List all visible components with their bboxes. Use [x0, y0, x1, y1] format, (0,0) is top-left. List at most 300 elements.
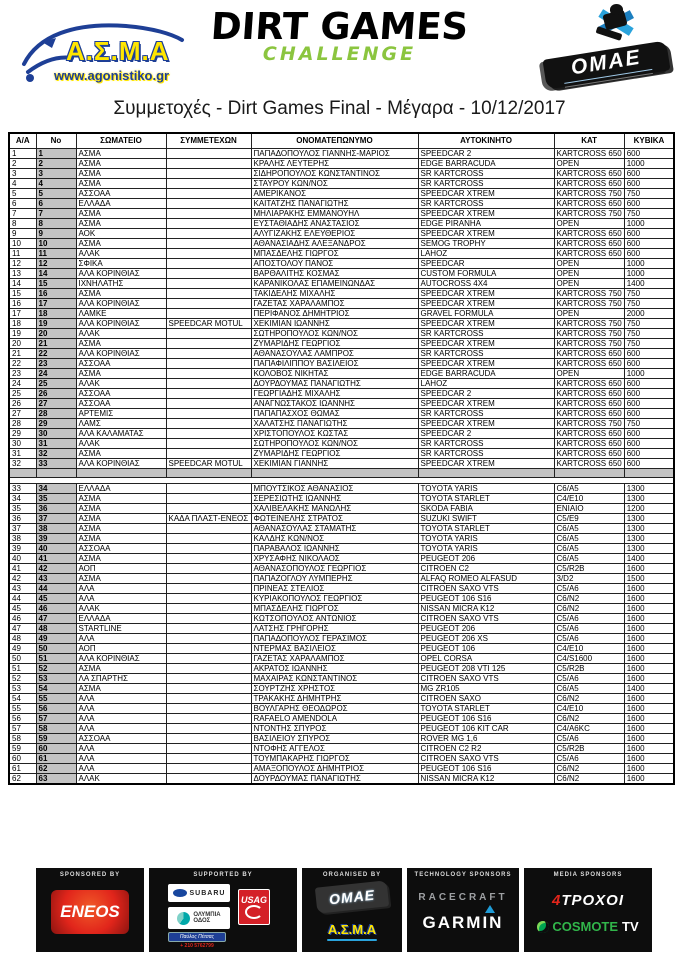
cell: 1000: [624, 259, 674, 269]
cell: SPEEDCAR: [418, 259, 554, 269]
cell: ΑΛΑ: [76, 584, 166, 594]
cell: ΑΣΣΟΑΑ: [76, 389, 166, 399]
garmin-triangle-icon: [485, 905, 495, 913]
cell: SR KARTCROSS: [418, 449, 554, 459]
cell: [166, 604, 251, 614]
cell: PEUGEOT 206 XS: [418, 634, 554, 644]
cell: ΑΛΑ ΚΑΛΑΜΑΤΑΣ: [76, 429, 166, 439]
cell: [166, 429, 251, 439]
table-row: [9, 724, 674, 734]
cell: 32: [9, 459, 36, 469]
cell: [166, 219, 251, 229]
cell: 29: [36, 419, 76, 429]
cell: SPEEDCAR XTREM: [418, 339, 554, 349]
cell: 12: [36, 259, 76, 269]
cell: SEMOG TROPHY: [418, 239, 554, 249]
cell: RAFAELO AMENDOLA: [251, 714, 418, 724]
table-row: [9, 459, 674, 469]
cell: 750: [624, 189, 674, 199]
cell: ΑΣΜΑ: [76, 514, 166, 524]
cell: TOYOTA STARLET: [418, 524, 554, 534]
cell: C5/R2B: [554, 744, 624, 754]
cell: ΜΠΑΣΔΕΛΗΣ ΓΙΩΡΓΟΣ: [251, 604, 418, 614]
cell: [166, 309, 251, 319]
table-row: [9, 594, 674, 604]
cell: ΠΑΠΑΔΟΠΟΥΛΟΣ ΓΕΡΑΣΙΜΟΣ: [251, 634, 418, 644]
cell: ΑΣΜΑ: [76, 494, 166, 504]
cell: 21: [36, 339, 76, 349]
cell: 36: [36, 504, 76, 514]
table-row: [9, 584, 674, 594]
cell: ΚΑΛΔΗΣ ΚΩΝ/ΝΟΣ: [251, 534, 418, 544]
cell: 47: [36, 614, 76, 624]
table-row: [9, 299, 674, 309]
cell: C6/A5: [554, 544, 624, 554]
table-row: [9, 494, 674, 504]
cell: SPEEDCAR XTREM: [418, 209, 554, 219]
cell: ΑΛΑ ΚΟΡΙΝΘΙΑΣ: [76, 299, 166, 309]
cell: KARTCROSS 750: [554, 189, 624, 199]
table-row: [9, 199, 674, 209]
cell: ΑΟΠ: [76, 564, 166, 574]
cell: 600: [624, 379, 674, 389]
cell: [166, 614, 251, 624]
cell: ΓΑΖΕΤΑΣ ΧΑΡΑΛΑΜΠΟΣ: [251, 299, 418, 309]
cell: 3/D2: [554, 574, 624, 584]
event-logo-title: DIRT GAMES: [209, 5, 470, 48]
cell: 55: [36, 694, 76, 704]
cell: 62: [36, 764, 76, 774]
cell: 51: [36, 654, 76, 664]
column-header: ΟΝΟΜΑΤΕΠΩΝΥΜΟ: [251, 133, 418, 149]
cell: [166, 744, 251, 754]
cell: PEUGEOT 106 S16: [418, 594, 554, 604]
cell: KARTCROSS 650: [554, 359, 624, 369]
cell: ΛΑΜΣ: [76, 419, 166, 429]
cell: 40: [36, 544, 76, 554]
cell: 53: [36, 674, 76, 684]
cell: CITROEN SAXO VTS: [418, 614, 554, 624]
cell: ΑΛΑ ΚΟΡΙΝΘΙΑΣ: [76, 459, 166, 469]
cell: 9: [9, 229, 36, 239]
table-row: [9, 419, 674, 429]
cell: 61: [9, 764, 36, 774]
cell: 1600: [624, 594, 674, 604]
cell: SPEEDCAR 2: [418, 389, 554, 399]
cell: 45: [36, 594, 76, 604]
cell: ΑΘΑΝΑΣΟΠΟΥΛΟΣ ΓΕΩΡΓΙΟΣ: [251, 564, 418, 574]
table-row: [9, 544, 674, 554]
cell: C6/A5: [554, 484, 624, 494]
cell: 37: [36, 514, 76, 524]
cell: 1600: [624, 724, 674, 734]
cell: 17: [36, 299, 76, 309]
asma-logo-text: Α.Σ.Μ.Α: [66, 36, 170, 66]
table-row: [9, 149, 674, 159]
cell: ΑΛΑΚ: [76, 774, 166, 785]
cell: 750: [624, 339, 674, 349]
column-header: Α/Α: [9, 133, 36, 149]
cell: 39: [9, 544, 36, 554]
cell: 600: [624, 389, 674, 399]
cell: 11: [9, 249, 36, 259]
cell: SUZUKI SWIFT: [418, 514, 554, 524]
cell: 6: [9, 199, 36, 209]
cell: 7: [9, 209, 36, 219]
cell: 20: [9, 339, 36, 349]
table-row: [9, 409, 674, 419]
entries-table-wrap: [8, 132, 675, 785]
cell: 1600: [624, 754, 674, 764]
cell: C5/A6: [554, 614, 624, 624]
cell: PEUGEOT 106: [418, 644, 554, 654]
cell: [166, 279, 251, 289]
cell: ΑΣΜΑ: [76, 574, 166, 584]
cell: 1600: [624, 654, 674, 664]
cell: ΑΣΜΑ: [76, 449, 166, 459]
cell: NISSAN MICRA K12: [418, 774, 554, 785]
cell: ΑΘΑΝΑΣΟΥΛΑΣ ΣΤΑΜΑΤΗΣ: [251, 524, 418, 534]
cell: ΧΑΛΙΒΕΛΑΚΗΣ ΜΑΝΩΛΗΣ: [251, 504, 418, 514]
wrench-icon: [245, 905, 263, 919]
cell: 1600: [624, 674, 674, 684]
cell: C4/A6KC: [554, 724, 624, 734]
cell: 1600: [624, 764, 674, 774]
cell: 1600: [624, 584, 674, 594]
cell: 600: [624, 239, 674, 249]
cell: ΤΑΚΙΔΕΛΗΣ ΜΙΧΑΛΗΣ: [251, 289, 418, 299]
table-row: [9, 514, 674, 524]
cell: C6/A5: [554, 524, 624, 534]
cell: 33: [36, 459, 76, 469]
cell: ΣΦΙΚΑ: [76, 259, 166, 269]
cell: ΙΧΝΗΛΑΤΗΣ: [76, 279, 166, 289]
cell: 29: [9, 429, 36, 439]
cell: 23: [9, 369, 36, 379]
cell: ΜΠΟΥΤΣΙΚΟΣ ΑΘΑΝΑΣΙΟΣ: [251, 484, 418, 494]
cell: PEUGEOT 106 S16: [418, 764, 554, 774]
cell: KARTCROSS 650: [554, 429, 624, 439]
cell: ΑΛΑ: [76, 634, 166, 644]
cell: 600: [624, 449, 674, 459]
panel-label: MEDIA SPONSORS: [553, 872, 623, 878]
cell: ΑΣΜΑ: [76, 684, 166, 694]
cell: 1600: [624, 634, 674, 644]
cell: 1600: [624, 644, 674, 654]
cell: MG ZR105: [418, 684, 554, 694]
cell: ΑΛΑ: [76, 744, 166, 754]
table-row: [9, 634, 674, 644]
cell: ΑΣΣΟΑΑ: [76, 359, 166, 369]
cell: 59: [36, 734, 76, 744]
cell: [166, 299, 251, 309]
table-row: [9, 714, 674, 724]
cell: ΔΟΥΡΔΟΥΜΑΣ ΠΑΝΑΓΙΩΤΗΣ: [251, 774, 418, 785]
table-row: [9, 339, 674, 349]
cell: ΑΣΜΑ: [76, 209, 166, 219]
cell: ΕΛΛΑΔΑ: [76, 484, 166, 494]
cell: ΑΝΑΓΝΩΣΤΑΚΟΣ ΙΩΑΝΝΗΣ: [251, 399, 418, 409]
cell: OPEN: [554, 269, 624, 279]
cell: ΑΠΟΣΤΟΛΟΥ ΠΑΝΟΣ: [251, 259, 418, 269]
cell: ΒΟΥΛΓΑΡΗΣ ΘΕΟΔΩΡΟΣ: [251, 704, 418, 714]
usag-logo: USAG: [238, 889, 270, 925]
asma-logo-url: www.agonistiko.gr: [54, 68, 170, 83]
cell: ΓΑΖΕΤΑΣ ΧΑΡΑΛΑΜΠΟΣ: [251, 654, 418, 664]
cell: [166, 544, 251, 554]
table-row: [9, 229, 674, 239]
cell: PEUGEOT 208 VTI 125: [418, 664, 554, 674]
cell: ΧΕΚΙΜΙΑΝ ΙΩΑΝΝΗΣ: [251, 319, 418, 329]
cell: 13: [9, 269, 36, 279]
cell: 9: [36, 229, 76, 239]
cell: 600: [624, 349, 674, 359]
cell: OPEN: [554, 309, 624, 319]
cell: 56: [36, 704, 76, 714]
cell: 38: [9, 534, 36, 544]
table-row: [9, 564, 674, 574]
cell: 10: [9, 239, 36, 249]
subaru-logo: SUBARU: [168, 884, 230, 902]
cell: 57: [36, 714, 76, 724]
cell: 600: [624, 459, 674, 469]
cell: [166, 524, 251, 534]
table-row: [9, 189, 674, 199]
cell: 14: [9, 279, 36, 289]
omae-rider-icon: [596, 4, 636, 52]
table-row: [9, 664, 674, 674]
cell: 16: [36, 289, 76, 299]
cell: 18: [36, 309, 76, 319]
cell: 5: [9, 189, 36, 199]
cell: [166, 704, 251, 714]
entries-table: [8, 132, 675, 785]
cell: 6: [36, 199, 76, 209]
cell: 22: [36, 349, 76, 359]
cell: SR KARTCROSS: [418, 199, 554, 209]
cell: CITROEN SAXO VTS: [418, 674, 554, 684]
cell: 62: [9, 774, 36, 785]
cell: ΖΥΜΑΡΙΔΗΣ ΓΕΩΡΓΙΟΣ: [251, 339, 418, 349]
cell: ROVER MG 1,6: [418, 734, 554, 744]
cell: CITROEN SAXO VTS: [418, 754, 554, 764]
table-row: [9, 329, 674, 339]
cell: ΛΑ ΣΠΑΡΤΗΣ: [76, 674, 166, 684]
cell: 1600: [624, 744, 674, 754]
cell: ΑΜΕΡΙΚΑΝΟΣ: [251, 189, 418, 199]
column-header: ΣΥΜΜΕΤΕΧΩΝ: [166, 133, 251, 149]
cell: ALFAQ ROMEO ALFASUD: [418, 574, 554, 584]
column-header: Νο: [36, 133, 76, 149]
cell: ΧΡΥΣΑΦΗΣ ΝΙΚΟΛΑΟΣ: [251, 554, 418, 564]
cell: 600: [624, 249, 674, 259]
cell: [166, 764, 251, 774]
cell: 4: [36, 179, 76, 189]
cell: PEUGEOT 106 S16: [418, 714, 554, 724]
cell: ΠΑΠΑΔΟΠΟΥΛΟΣ ΓΙΑΝΝΗΣ-ΜΑΡΙΟΣ: [251, 149, 418, 159]
cell: 750: [624, 299, 674, 309]
cell: ΑΣΣΟΑΑ: [76, 189, 166, 199]
cell: ΚΑΡΑΝΙΚΟΛΑΣ ΕΠΑΜΕΙΝΩΝΔΑΣ: [251, 279, 418, 289]
garmin-logo: GARMIN: [423, 913, 504, 933]
table-row: [9, 309, 674, 319]
cell: ΠΑΠΑΖΟΓΛΟΥ ΛΥΜΠΕΡΗΣ: [251, 574, 418, 584]
cell: NISSAN MICRA K12: [418, 604, 554, 614]
table-row: [9, 319, 674, 329]
table-row: [9, 554, 674, 564]
cell: C6/A5: [554, 534, 624, 544]
cell: ΑΣΣΟΑΑ: [76, 544, 166, 554]
cell: 600: [624, 229, 674, 239]
cell: 1300: [624, 494, 674, 504]
table-row: [9, 169, 674, 179]
cell: 11: [36, 249, 76, 259]
cell: [166, 574, 251, 584]
cell: SPEEDCAR XTREM: [418, 289, 554, 299]
cell: 1200: [624, 504, 674, 514]
cell: 1000: [624, 159, 674, 169]
cell: PEUGEOT 206: [418, 554, 554, 564]
cell: ΑΛΑ: [76, 764, 166, 774]
cell: 34: [36, 484, 76, 494]
cell: C6/A5: [554, 554, 624, 564]
cell: [166, 484, 251, 494]
cell: ΑΣΜΑ: [76, 664, 166, 674]
cell: 600: [624, 179, 674, 189]
cell: [166, 554, 251, 564]
cell: 1600: [624, 774, 674, 785]
cell: ΑΣΣΟΑΑ: [76, 399, 166, 409]
cell: [166, 504, 251, 514]
cell: 46: [36, 604, 76, 614]
cell: SR KARTCROSS: [418, 329, 554, 339]
cell: ΑΘΑΝΑΣΟΥΛΑΣ ΛΑΜΠΡΟΣ: [251, 349, 418, 359]
cell: 57: [9, 724, 36, 734]
racecraft-logo: RACECRAFT: [418, 892, 508, 903]
cell: 2: [36, 159, 76, 169]
cell: 600: [624, 439, 674, 449]
cell: ΑΛΑ: [76, 704, 166, 714]
cell: KARTCROSS 650: [554, 349, 624, 359]
cell: KARTCROSS 750: [554, 419, 624, 429]
cell: SR KARTCROSS: [418, 169, 554, 179]
cell: KARTCROSS 750: [554, 339, 624, 349]
table-row: [9, 604, 674, 614]
cell: [166, 159, 251, 169]
cell: ΚΑΙΤΑΤΖΗΣ ΠΑΝΑΓΙΩΤΗΣ: [251, 199, 418, 209]
cell: ΠΡΙΝΕΑΣ ΣΤΕΛΙΟΣ: [251, 584, 418, 594]
subaru-oval-icon: [173, 889, 187, 897]
cosmote-tv-logo: COSMOTE TV: [537, 919, 638, 934]
cell: [166, 149, 251, 159]
cell: C4/E10: [554, 644, 624, 654]
cell: C5/A6: [554, 584, 624, 594]
table-header-row: [9, 133, 674, 149]
cell: 10: [36, 239, 76, 249]
cell: 1600: [624, 734, 674, 744]
cell: 1400: [624, 684, 674, 694]
cell: SPEEDCAR MOTUL: [166, 319, 251, 329]
cell: OPEL CORSA: [418, 654, 554, 664]
cell: 750: [624, 319, 674, 329]
cell: C6/N2: [554, 604, 624, 614]
cell: SR KARTCROSS: [418, 409, 554, 419]
cell: [166, 724, 251, 734]
cell: [166, 419, 251, 429]
asma-underline: [327, 939, 377, 941]
cell: 750: [624, 209, 674, 219]
cell: ΑΘΑΝΑΣΙΑΔΗΣ ΑΛΕΞΑΝΔΡΟΣ: [251, 239, 418, 249]
cell: 32: [36, 449, 76, 459]
cell: ΑΛΑ: [76, 714, 166, 724]
cell: [166, 399, 251, 409]
cell: ΕΥΣΤΑΘΙΑΔΗΣ ΑΝΑΣΤΑΣΙΟΣ: [251, 219, 418, 229]
cell: 17: [9, 309, 36, 319]
cell: ΣΩΤΗΡΟΠΟΥΛΟΣ ΚΩΝ/ΝΟΣ: [251, 329, 418, 339]
column-header: ΚΥΒΙΚΑ: [624, 133, 674, 149]
table-row: [9, 754, 674, 764]
cell: 18: [9, 319, 36, 329]
cell: KARTCROSS 650: [554, 409, 624, 419]
cell: 14: [36, 269, 76, 279]
cell: ΑΛΑ: [76, 754, 166, 764]
cell: 750: [624, 329, 674, 339]
cell: 1000: [624, 369, 674, 379]
cell: ΑΣΜΑ: [76, 149, 166, 159]
cell: 600: [624, 169, 674, 179]
cell: [166, 209, 251, 219]
table-row: [9, 654, 674, 664]
cell: CUSTOM FORMULA: [418, 269, 554, 279]
cell: 45: [9, 604, 36, 614]
cell: C5/R2B: [554, 564, 624, 574]
cell: 49: [36, 634, 76, 644]
cell: 1600: [624, 564, 674, 574]
cell: 1600: [624, 694, 674, 704]
cell: 30: [36, 429, 76, 439]
table-row: [9, 209, 674, 219]
cell: [166, 734, 251, 744]
eneos-logo: ENEOS: [51, 890, 129, 934]
cell: 15: [36, 279, 76, 289]
table-row: [9, 429, 674, 439]
cell: KARTCROSS 650: [554, 459, 624, 469]
cell: C6/A5: [554, 684, 624, 694]
cell: 1600: [624, 614, 674, 624]
cell: 3: [9, 169, 36, 179]
cell: GRAVEL FORMULA: [418, 309, 554, 319]
cell: ΣΟΥΡΤΖΗΣ ΧΡΗΣΤΟΣ: [251, 684, 418, 694]
table-row: [9, 524, 674, 534]
cell: KARTCROSS 750: [554, 209, 624, 219]
cell: [166, 169, 251, 179]
table-row: [9, 734, 674, 744]
omae-mini-logo: OMAE: [315, 880, 389, 913]
cell: 7: [36, 209, 76, 219]
cell: ΧΑΛΑΤΣΗΣ ΠΑΝΑΓΙΩΤΗΣ: [251, 419, 418, 429]
cell: C6/N2: [554, 694, 624, 704]
cell: 60: [36, 744, 76, 754]
cell: SPEEDCAR MOTUL: [166, 459, 251, 469]
cell: SR KARTCROSS: [418, 349, 554, 359]
cell: [166, 229, 251, 239]
table-row: [9, 369, 674, 379]
cell: 38: [36, 524, 76, 534]
cell: ΦΩΤΕΙΝΕΛΗΣ ΣΤΡΑΤΟΣ: [251, 514, 418, 524]
cell: LAHOZ: [418, 249, 554, 259]
cell: 27: [36, 399, 76, 409]
cell: 1300: [624, 514, 674, 524]
